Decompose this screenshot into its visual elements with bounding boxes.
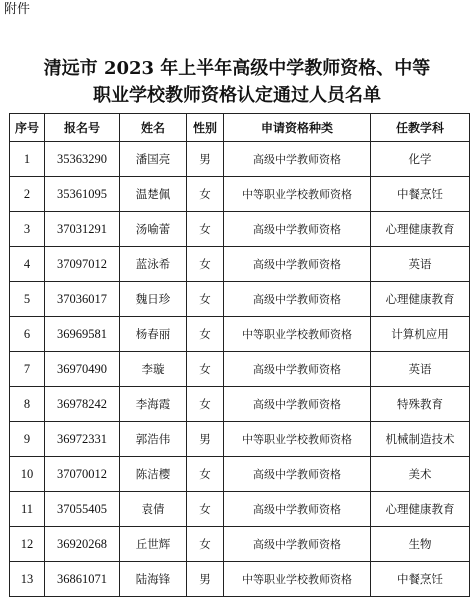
teaching-subject-cell: 心理健康教育 [371, 212, 470, 247]
teaching-subject-cell: 计算机应用 [371, 317, 470, 352]
header-gender: 性别 [187, 114, 224, 142]
gender-cell: 女 [187, 317, 224, 352]
name-cell: 陈洁樱 [120, 457, 187, 492]
gender-cell: 男 [187, 142, 224, 177]
table-row [10, 457, 470, 492]
header-row [10, 114, 470, 142]
gender-cell: 女 [187, 247, 224, 282]
gender-cell: 女 [187, 387, 224, 422]
qualification-type-cell: 中等职业学校教师资格 [224, 562, 371, 597]
qualification-type-cell: 高级中学教师资格 [224, 142, 371, 177]
name-cell: 李璇 [120, 352, 187, 387]
name-cell: 魏日珍 [120, 282, 187, 317]
teaching-subject-cell: 特殊教育 [371, 387, 470, 422]
registration-number-cell: 35363290 [45, 142, 120, 177]
table-row [10, 177, 470, 212]
name-cell: 潘国亮 [120, 142, 187, 177]
gender-cell: 女 [187, 527, 224, 562]
qualification-type-cell: 高级中学教师资格 [224, 282, 371, 317]
table-row [10, 562, 470, 597]
qualification-type-cell: 中等职业学校教师资格 [224, 177, 371, 212]
header-serial-number: 序号 [10, 114, 45, 142]
registration-number-cell: 36978242 [45, 387, 120, 422]
name-cell: 袁倩 [120, 492, 187, 527]
serial-number-cell: 9 [10, 422, 45, 457]
header-qualification-type: 申请资格种类 [224, 114, 371, 142]
table-row [10, 527, 470, 562]
serial-number-cell: 10 [10, 457, 45, 492]
registration-number-cell: 36920268 [45, 527, 120, 562]
table-body [10, 142, 470, 597]
name-cell: 蓝泳希 [120, 247, 187, 282]
registration-number-cell: 36969581 [45, 317, 120, 352]
header-teaching-subject: 任教学科 [371, 114, 470, 142]
gender-cell: 男 [187, 562, 224, 597]
serial-number-cell: 13 [10, 562, 45, 597]
teaching-subject-cell: 化学 [371, 142, 470, 177]
qualification-type-cell: 高级中学教师资格 [224, 247, 371, 282]
serial-number-cell: 4 [10, 247, 45, 282]
table-row [10, 317, 470, 352]
registration-number-cell: 37070012 [45, 457, 120, 492]
header-registration-number: 报名号 [45, 114, 120, 142]
table-row [10, 212, 470, 247]
teaching-subject-cell: 中餐烹饪 [371, 177, 470, 212]
approved-list-table [9, 113, 470, 597]
name-cell: 杨春丽 [120, 317, 187, 352]
table-row [10, 142, 470, 177]
serial-number-cell: 12 [10, 527, 45, 562]
header-name: 姓名 [120, 114, 187, 142]
qualification-type-cell: 高级中学教师资格 [224, 352, 371, 387]
registration-number-cell: 37031291 [45, 212, 120, 247]
attachment-label: 附件 [4, 2, 31, 17]
serial-number-cell: 8 [10, 387, 45, 422]
table-row [10, 352, 470, 387]
table-header [10, 114, 470, 142]
qualification-type-cell: 高级中学教师资格 [224, 457, 371, 492]
name-cell: 郭浩伟 [120, 422, 187, 457]
gender-cell: 女 [187, 177, 224, 212]
teaching-subject-cell: 机械制造技术 [371, 422, 470, 457]
qualification-type-cell: 高级中学教师资格 [224, 527, 371, 562]
qualification-type-cell: 高级中学教师资格 [224, 492, 371, 527]
gender-cell: 女 [187, 457, 224, 492]
serial-number-cell: 6 [10, 317, 45, 352]
registration-number-cell: 36861071 [45, 562, 120, 597]
table-row [10, 387, 470, 422]
qualification-type-cell: 中等职业学校教师资格 [224, 422, 371, 457]
teaching-subject-cell: 心理健康教育 [371, 492, 470, 527]
serial-number-cell: 5 [10, 282, 45, 317]
serial-number-cell: 7 [10, 352, 45, 387]
qualification-type-cell: 高级中学教师资格 [224, 212, 371, 247]
table-row [10, 247, 470, 282]
registration-number-cell: 37097012 [45, 247, 120, 282]
gender-cell: 女 [187, 492, 224, 527]
name-cell: 汤喻蕾 [120, 212, 187, 247]
name-cell: 陆海锋 [120, 562, 187, 597]
registration-number-cell: 36972331 [45, 422, 120, 457]
teaching-subject-cell: 英语 [371, 352, 470, 387]
teaching-subject-cell: 美术 [371, 457, 470, 492]
qualification-type-cell: 中等职业学校教师资格 [224, 317, 371, 352]
teaching-subject-cell: 心理健康教育 [371, 282, 470, 317]
document-title-line-2: 职业学校教师资格认定通过人员名单 [93, 85, 381, 106]
serial-number-cell: 3 [10, 212, 45, 247]
registration-number-cell: 37036017 [45, 282, 120, 317]
name-cell: 丘世辉 [120, 527, 187, 562]
gender-cell: 女 [187, 352, 224, 387]
serial-number-cell: 11 [10, 492, 45, 527]
teaching-subject-cell: 生物 [371, 527, 470, 562]
gender-cell: 男 [187, 422, 224, 457]
gender-cell: 女 [187, 282, 224, 317]
registration-number-cell: 36970490 [45, 352, 120, 387]
serial-number-cell: 2 [10, 177, 45, 212]
teaching-subject-cell: 中餐烹饪 [371, 562, 470, 597]
serial-number-cell: 1 [10, 142, 45, 177]
qualification-type-cell: 高级中学教师资格 [224, 387, 371, 422]
gender-cell: 女 [187, 212, 224, 247]
table-row [10, 422, 470, 457]
teaching-subject-cell: 英语 [371, 247, 470, 282]
document-title-line-1: 清远市 2023 年上半年高级中学教师资格、中等 [43, 58, 431, 79]
name-cell: 李海霞 [120, 387, 187, 422]
registration-number-cell: 37055405 [45, 492, 120, 527]
registration-number-cell: 35361095 [45, 177, 120, 212]
table-row [10, 492, 470, 527]
name-cell: 温楚佩 [120, 177, 187, 212]
table-row [10, 282, 470, 317]
